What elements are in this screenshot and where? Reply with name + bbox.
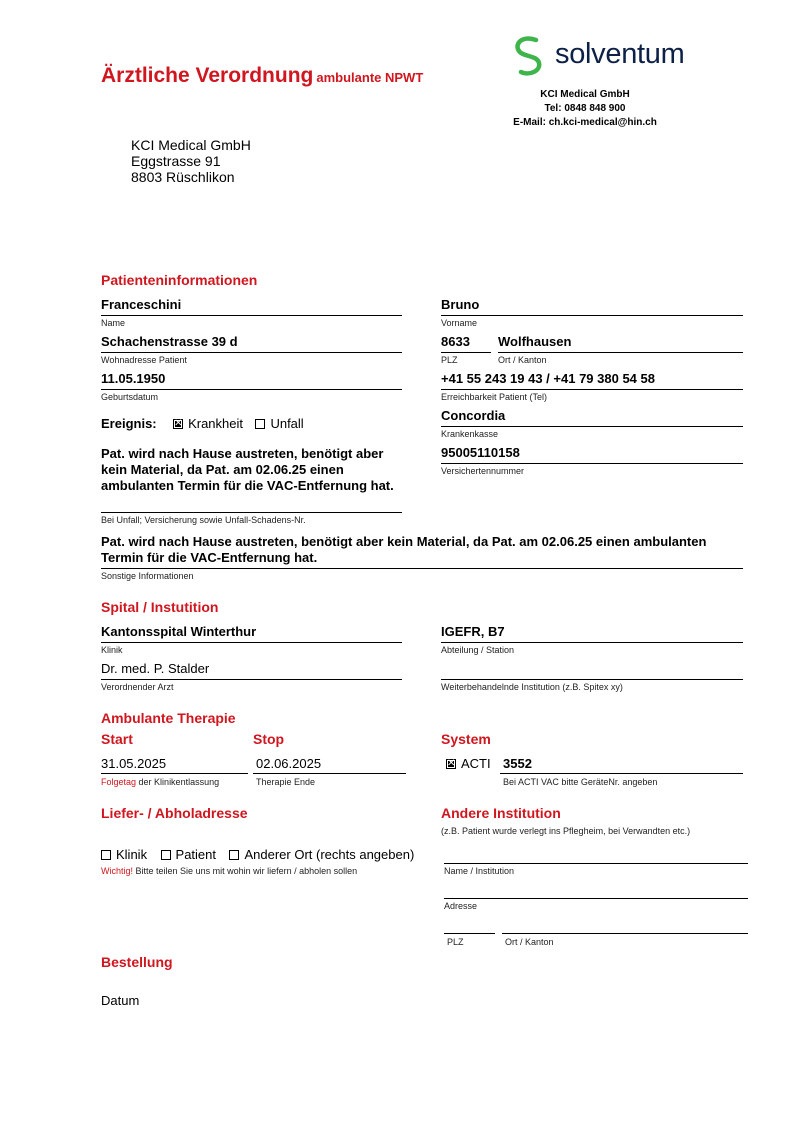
patient-plz-label: PLZ — [441, 355, 458, 365]
company-contact — [500, 88, 670, 130]
other-info-text[interactable]: Pat. wird nach Hause austreten, benötigt aber kein Material, da Pat. am 02.06.25 einen ambulanten Termin für die VAC-Entfernung hat. — [101, 534, 707, 565]
section-delivery: Liefer- / Abholadresse — [101, 805, 248, 821]
document-title — [101, 64, 423, 88]
other-plz-label: PLZ — [447, 937, 464, 947]
company-email: E-Mail: ch.kci-medical@hin.ch — [513, 117, 657, 128]
therapy-system-title: System — [441, 731, 491, 747]
acti-checkbox[interactable] — [446, 759, 456, 769]
delivery-options — [101, 846, 414, 864]
divider — [101, 642, 402, 643]
patient-vorname[interactable]: Bruno — [441, 297, 480, 312]
patient-address[interactable]: Schachenstrasse 39 d — [101, 334, 238, 349]
divider — [101, 315, 402, 316]
therapy-stop-date[interactable]: 02.06.2025 — [256, 756, 322, 771]
divider — [498, 352, 743, 353]
hospital-department[interactable]: IGEFR, B7 — [441, 624, 505, 639]
section-order: Bestellung — [101, 954, 173, 970]
delivery-note-red: Wichtig! — [101, 866, 134, 876]
title-sub: ambulante NPWT — [316, 70, 424, 85]
delivery-other-option[interactable] — [229, 847, 414, 862]
patient-ort[interactable]: Wolfhausen — [498, 334, 572, 349]
hospital-clinic-label: Klinik — [101, 645, 123, 655]
patient-address-label: Wohnadresse Patient — [101, 355, 187, 365]
divider — [441, 642, 743, 643]
recipient-line1: KCI Medical GmbH — [131, 137, 251, 153]
hospital-doctor-label: Verordnender Arzt — [101, 682, 174, 692]
system-acti-option[interactable] — [446, 756, 491, 771]
divider — [441, 463, 743, 464]
unfall-label: Unfall — [270, 416, 304, 431]
system-label: Bei ACTI VAC bitte GeräteNr. angeben — [503, 777, 658, 787]
divider — [253, 773, 406, 774]
company-tel: Tel: 0848 848 900 — [544, 103, 626, 114]
therapy-start-date[interactable]: 31.05.2025 — [101, 756, 167, 771]
ereignis-krankheit-option[interactable] — [173, 416, 243, 431]
insurance-number-label: Versichertennummer — [441, 466, 525, 476]
hospital-followup-label: Weiterbehandelnde Institution (z.B. Spitex xy) — [441, 682, 623, 692]
insurance-name[interactable]: Concordia — [441, 408, 506, 423]
other-plz-line[interactable] — [444, 933, 495, 934]
delivery-note-text: Bitte teilen Sie uns mit wohin wir liefern / abholen sollen — [135, 866, 358, 876]
divider — [441, 679, 743, 680]
solventum-logo-icon — [512, 36, 548, 78]
ereignis-label: Ereignis: — [101, 416, 157, 431]
section-patient: Patienteninformationen — [101, 272, 258, 288]
delivery-note — [101, 866, 357, 876]
klinik-label: Klinik — [116, 847, 148, 862]
hospital-doctor[interactable]: Dr. med. P. Stalder — [101, 661, 210, 676]
insurance-label: Krankenkasse — [441, 429, 499, 439]
patient-label: Patient — [175, 847, 217, 862]
therapy-start-title: Start — [101, 731, 133, 747]
therapy-stop-label: Therapie Ende — [256, 777, 316, 787]
name-institution-label: Name / Institution — [444, 866, 515, 876]
patient-name-label: Name — [101, 318, 126, 328]
klinik-checkbox[interactable] — [101, 850, 111, 860]
krankheit-label: Krankheit — [188, 416, 243, 431]
title-main: Ärztliche Verordnung — [101, 64, 314, 87]
acti-label: ACTI — [461, 756, 491, 771]
divider — [441, 352, 491, 353]
patient-birthdate-label: Geburtsdatum — [101, 392, 159, 402]
unfall-checkbox[interactable] — [255, 419, 265, 429]
divider — [101, 389, 402, 390]
recipient-line2: Eggstrasse 91 — [131, 153, 221, 169]
hospital-department-label: Abteilung / Station — [441, 645, 515, 655]
therapy-start-label — [101, 777, 219, 787]
company-name: KCI Medical GmbH — [540, 89, 630, 100]
divider — [101, 773, 248, 774]
patient-ort-label: Ort / Kanton — [498, 355, 547, 365]
other-info-label: Sonstige Informationen — [101, 571, 194, 581]
ereignis-unfall-option[interactable] — [255, 416, 303, 431]
order-date-label: Datum — [101, 993, 140, 1008]
brand-name: solventum — [555, 38, 685, 70]
system-device-number[interactable]: 3552 — [503, 756, 532, 771]
hospital-clinic[interactable]: Kantonsspital Winterthur — [101, 624, 257, 639]
recipient-address — [131, 137, 251, 185]
divider — [441, 389, 743, 390]
start-label-rest: der Klinikentlassung — [138, 777, 220, 787]
other-institution-note: (z.B. Patient wurde verlegt ins Pflegheim, bei Verwandten etc.) — [441, 826, 691, 836]
section-hospital: Spital / Instutition — [101, 599, 219, 615]
patient-birthdate[interactable]: 11.05.1950 — [101, 371, 166, 386]
patient-phone[interactable]: +41 55 243 19 43 / +41 79 380 54 58 — [441, 371, 655, 386]
section-other-institution: Andere Institution — [441, 805, 561, 821]
divider — [441, 426, 743, 427]
other-address-label: Adresse — [444, 901, 478, 911]
patient-plz[interactable]: 8633 — [441, 334, 470, 349]
recipient-line3: 8803 Rüschlikon — [131, 169, 235, 185]
patient-checkbox[interactable] — [161, 850, 171, 860]
patient-phone-label: Erreichbarkeit Patient (Tel) — [441, 392, 548, 402]
other-address-line[interactable] — [444, 898, 748, 899]
divider — [101, 679, 402, 680]
divider — [101, 568, 743, 569]
name-institution-line[interactable] — [444, 863, 748, 864]
ereignis-row — [101, 415, 304, 433]
divider — [101, 512, 402, 513]
accident-text[interactable]: Pat. wird nach Hause austreten, benötigt aber kein Material, da Pat. am 02.06.25 einen ambulanten Termin für die VAC-Entfernung hat. — [101, 446, 394, 493]
section-therapy: Ambulante Therapie — [101, 710, 236, 726]
other-place-label: Anderer Ort (rechts angeben) — [244, 847, 415, 862]
patient-vorname-label: Vorname — [441, 318, 478, 328]
krankheit-checkbox[interactable] — [173, 419, 183, 429]
other-ort-label: Ort / Kanton — [505, 937, 554, 947]
delivery-klinik-option[interactable] — [101, 847, 147, 862]
other-place-checkbox[interactable] — [229, 850, 239, 860]
delivery-patient-option[interactable] — [161, 847, 216, 862]
insurance-number[interactable]: 95005110158 — [441, 445, 520, 460]
divider — [441, 315, 743, 316]
divider — [101, 352, 402, 353]
divider — [500, 773, 743, 774]
other-ort-line[interactable] — [502, 933, 748, 934]
patient-name[interactable]: Franceschini — [101, 297, 182, 312]
start-label-red: Folgetag — [101, 777, 137, 787]
therapy-stop-title: Stop — [253, 731, 285, 747]
accident-label: Bei Unfall; Versicherung sowie Unfall-Schadens-Nr. — [101, 515, 306, 525]
